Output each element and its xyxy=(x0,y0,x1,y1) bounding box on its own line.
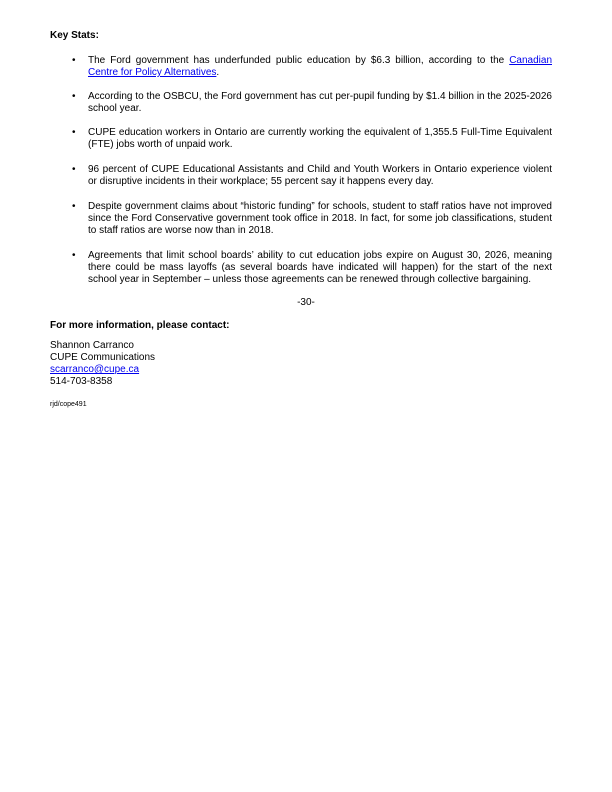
contact-heading: For more information, please contact: xyxy=(50,320,230,331)
text: The Ford government has underfunded public education by $6.3 billion, according to the xyxy=(88,55,510,66)
bullet-icon: • xyxy=(72,201,76,212)
bullet-icon: • xyxy=(72,55,76,66)
footer-code: rjd/cope491 xyxy=(50,401,87,408)
bullet-icon: • xyxy=(72,164,76,175)
end-marker: -30- xyxy=(297,297,315,308)
bullet-icon: • xyxy=(72,91,76,102)
contact-org: CUPE Communications xyxy=(50,352,156,363)
key-stats-heading: Key Stats: xyxy=(50,30,99,41)
bullet-icon: • xyxy=(72,250,76,261)
list-item-text: Despite government claims about “historic funding” for schools, student to staff ratios have not improved since the Ford Conservative government took office in 2018. In fact, for some job classifications, student to staff ratios are worse now than in 2018. xyxy=(88,201,552,236)
list-item-text: According to the OSBCU, the Ford government has cut per-pupil funding by $1.4 billion in the 2025-2026 school year. xyxy=(88,91,552,114)
contact-email-link[interactable]: scarranco@cupe.ca xyxy=(50,364,140,375)
bullet-icon: • xyxy=(72,127,76,138)
list-item-text: 96 percent of CUPE Educational Assistants and Child and Youth Workers in Ontario experience violent or disruptive incidents in their workplace; 55 percent say it happens every day. xyxy=(88,164,552,187)
contact-phone: 514-703-8358 xyxy=(50,376,113,387)
list-item-text xyxy=(88,55,552,79)
list-item-text: Agreements that limit school boards’ ability to cut education jobs expire on August 30, 2026, meaning there could be mass layoffs (as several boards have indicated will happen) for the start of the next school year in September – unless those agreements can be renewed through collective bargaining. xyxy=(88,250,552,285)
text: . xyxy=(216,67,220,78)
list-item-text: CUPE education workers in Ontario are currently working the equivalent of 1,355.5 Full-Time Equivalent (FTE) jobs worth of unpaid work. xyxy=(88,127,552,150)
contact-name: Shannon Carranco xyxy=(50,340,134,351)
ccpa-link[interactable]: Canadian Centre for Policy Alternatives xyxy=(88,55,552,78)
